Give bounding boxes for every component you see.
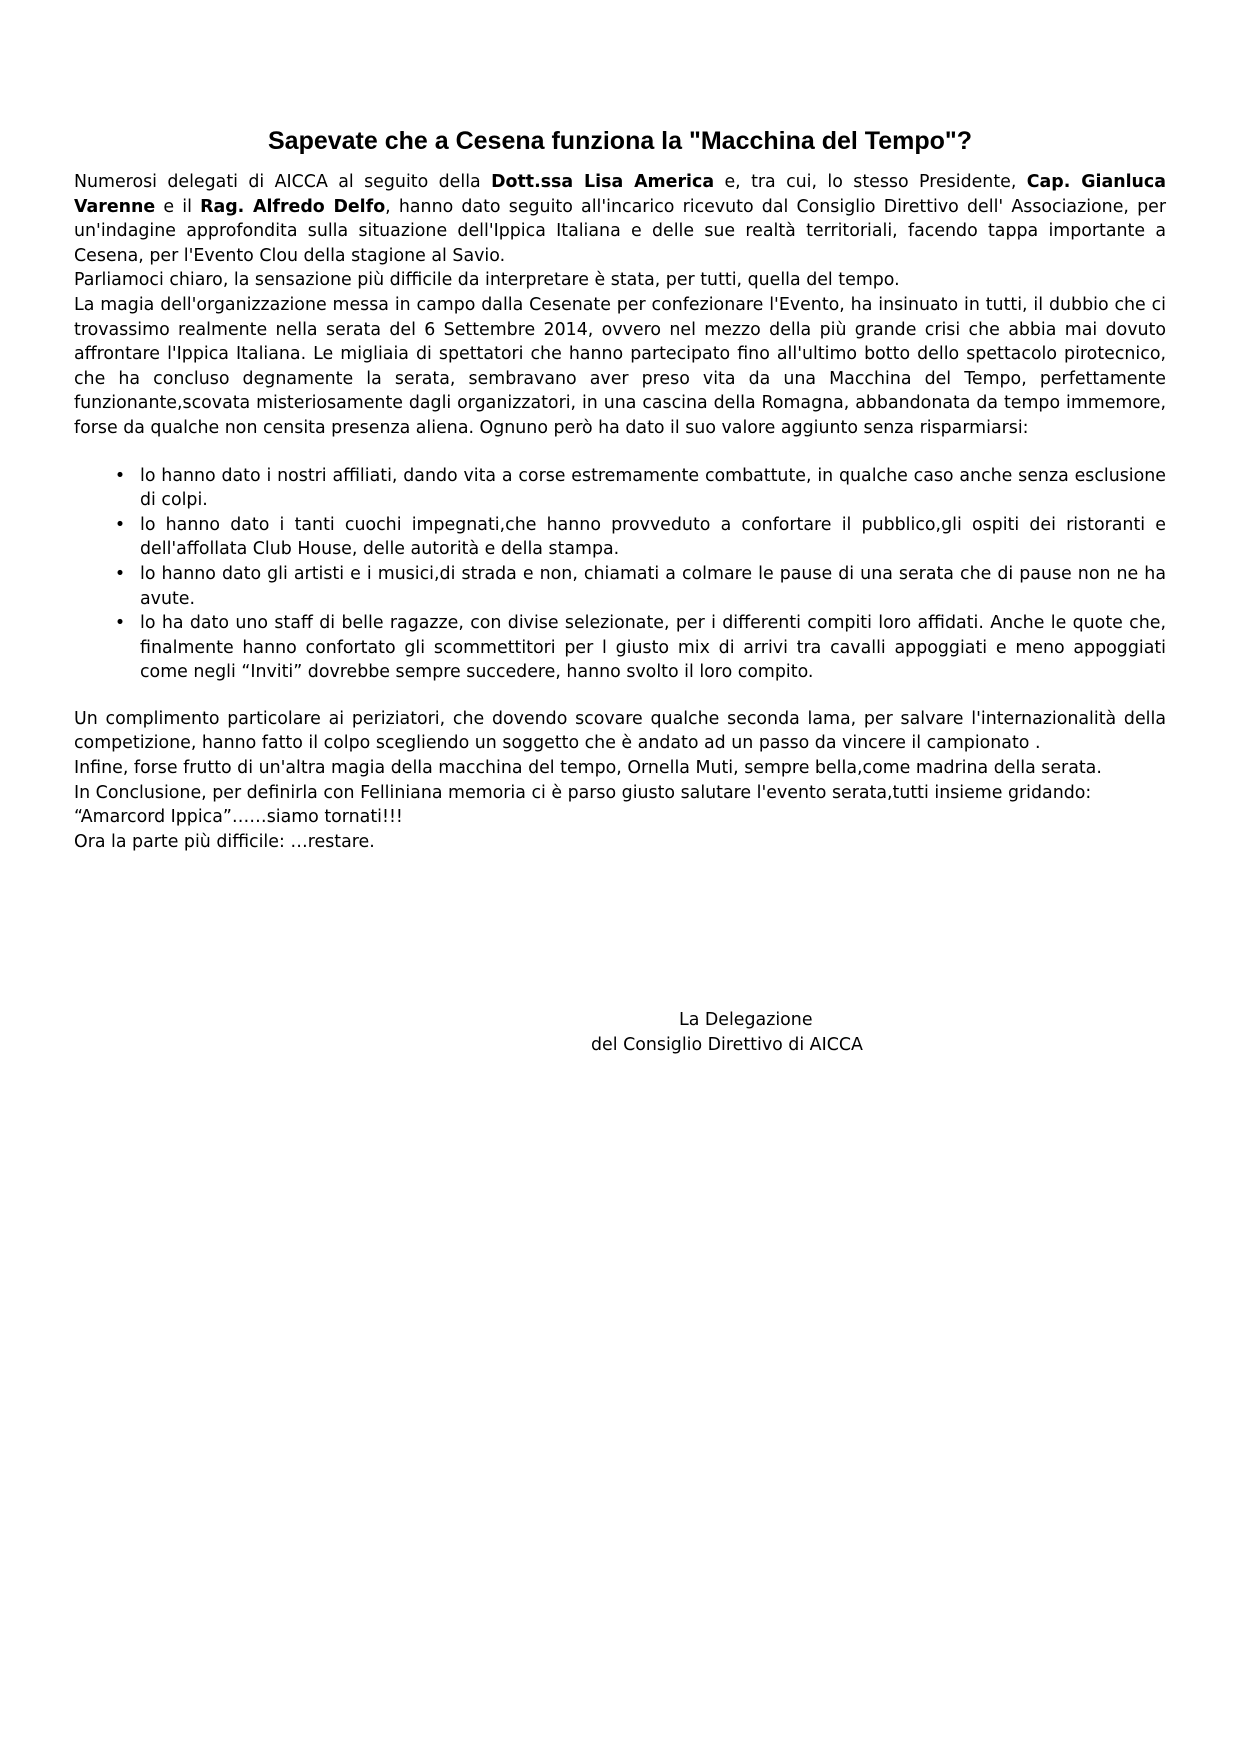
intro-text-c: e, tra cui, lo stesso Presidente, (714, 172, 1027, 192)
closing-paragraph-2: Infine, forse frutto di un'altra magia della macchina del tempo, Ornella Muti, sempre bella,come madrina della serata. (74, 758, 1102, 779)
signature-line-1: La Delegazione (679, 1010, 813, 1030)
bullet-icon: • (114, 563, 126, 584)
list-item (74, 611, 1166, 685)
closing-paragraph-3: In Conclusione, per definirla con Felliniana memoria ci è parso giusto salutare l'evento serata,tutti insieme gridando: (74, 782, 1092, 803)
list-item-text: lo hanno dato i nostri affiliati, dando vita a corse estremamente combattute, in qualche caso anche senza esclusione di colpi. (140, 465, 1166, 511)
list-item-text: lo ha dato uno staff di belle ragazze, con divise selezionate, per i differenti compiti loro affidati. Anche le quote che, finalmente hanno confortato gli scommettitori per l giusto mix di arrivi tra cavalli appoggiati e meno appoggiati come negli “Inviti” dovrebbe sempre succedere, hanno svolto il loro compito. (140, 613, 1166, 683)
list-item (74, 513, 1166, 562)
intro-paragraph-1 (74, 170, 1166, 268)
intro-text-e: e il (155, 196, 201, 217)
name-lisa-america: Dott.ssa Lisa America (491, 172, 715, 192)
bullet-list (74, 464, 1166, 685)
list-item (74, 562, 1166, 611)
bullet-icon: • (114, 465, 126, 486)
intro-paragraph-3: La magia dell'organizzazione messa in campo dalla Cesenate per confezionare l'Evento, ha insinuato in tutti, il dubbio che ci trovassimo realmente nella serata del 6 Settembre 2014, ovvero nel mezzo della più grande crisi che abbia mai dovuto affrontare l'Ippica Italiana. Le migliaia di spettatori che hanno partecipato fino all'ultimo botto dello spettacolo pirotecnico, che ha concluso degnamente la serata, sembravano aver preso vita da una Macchina del Tempo, perfettamente funzionante,scovata misteriosamente dagli organizzatori, in una cascina della Romagna, abbandonata da tempo immemore, forse da qualche non censita presenza aliena. Ognuno però ha dato il suo valore aggiunto senza risparmiarsi: (74, 294, 1166, 438)
intro-text-a: Numerosi delegati di AICCA al seguito della (74, 172, 492, 192)
bullet-icon: • (114, 613, 126, 634)
list-item-text: lo hanno dato i tanti cuochi impegnati,che hanno provveduto a confortare il pubblico,gli ospiti dei ristoranti e dell'affollata Club House, delle autorità e della stampa. (140, 514, 1166, 560)
intro-paragraph-2: Parliamoci chiaro, la sensazione più difficile da interpretare è stata, per tutti, quella del tempo. (74, 270, 900, 291)
intro-text-g: , hanno dato seguito all'incarico ricevuto dal Consiglio Direttivo dell' Associazione, per un'indagine approfondita sulla situazione dell'Ippica Italiana e delle sue realtà territoriali, facendo tappa importante a Cesena, per l'Evento Clou della stagione al Savio. (74, 196, 1166, 266)
document-body (74, 170, 1166, 854)
closing-paragraph-5: Ora la parte più difficile: …restare. (74, 831, 375, 852)
list-item (74, 464, 1166, 513)
name-gianluca-varenne: Cap. Gianluca Varenne (74, 172, 1166, 217)
list-item-text: lo hanno dato gli artisti e i musici,di strada e non, chiamati a colmare le pause di una serata che di pause non ne ha avute. (140, 563, 1166, 609)
name-alfredo-delfo: Rag. Alfredo Delfo (200, 196, 386, 217)
bullet-icon: • (114, 514, 126, 535)
closing-paragraph-4: “Amarcord Ippica”……siamo tornati!!! (74, 807, 403, 828)
closing-paragraph-1: Un complimento particolare ai periziatori, che dovendo scovare qualche seconda lama, per salvare l'internazionalità della competizione, hanno fatto il colpo scegliendo un soggetto che è andato ad un passo da vincere il campionato . (74, 708, 1166, 754)
signature-line-2: del Consiglio Direttivo di AICCA (591, 1035, 863, 1055)
document-title: Sapevate che a Cesena funziona la "Macchina del Tempo"? (267, 127, 972, 155)
